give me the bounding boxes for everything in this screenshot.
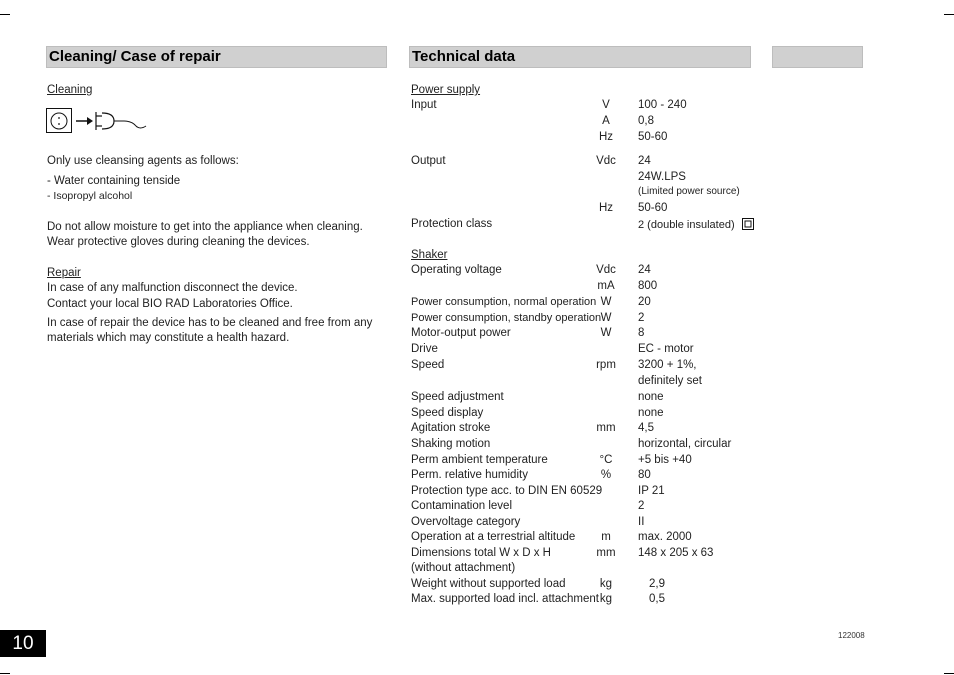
spec-value: (Limited power source) — [638, 186, 740, 197]
spec-label: Speed — [411, 359, 445, 371]
spec-value: 0,5 — [649, 593, 665, 605]
spec-value: 20 — [638, 296, 651, 308]
document-code: 122008 — [838, 631, 865, 640]
spec-value-text: 2 (double insulated) — [638, 219, 735, 231]
spec-unit: Vdc — [596, 264, 616, 276]
spec-unit: % — [600, 469, 612, 481]
spec-row — [411, 327, 861, 343]
double-insulation-icon — [742, 218, 754, 230]
spec-label: Overvoltage category — [411, 516, 521, 528]
spec-row — [411, 454, 861, 470]
repair-clean-2: materials which may constitute a health hazard. — [47, 332, 290, 344]
spec-row — [411, 375, 861, 391]
moisture-warning: Do not allow moisture to get into the appliance when cleaning. — [47, 221, 363, 233]
spec-value — [638, 218, 754, 231]
spec-row — [411, 485, 861, 501]
spec-unit: rpm — [596, 359, 616, 371]
spec-value: IP 21 — [638, 485, 665, 497]
spec-unit: kg — [599, 593, 613, 605]
power-supply-title: Power supply — [411, 84, 481, 96]
spec-row — [411, 578, 861, 594]
spec-value: 800 — [638, 280, 658, 292]
spec-value: 100 - 240 — [638, 99, 687, 111]
cleaning-agent-alcohol: - Isopropyl alcohol — [47, 190, 133, 202]
spec-value: 0,8 — [638, 115, 654, 127]
spec-row — [411, 391, 861, 407]
spec-unit: mm — [596, 547, 616, 559]
spec-value: 3200 + 1%, — [638, 359, 697, 371]
spec-row — [411, 547, 861, 563]
spec-unit: W — [600, 296, 612, 308]
spec-unit: W — [600, 327, 612, 339]
shaker-title: Shaker — [411, 249, 448, 261]
spec-unit: V — [602, 99, 610, 111]
spec-label: Shaking motion — [411, 438, 491, 450]
repair-contact: Contact your local BIO RAD Laboratories Office. — [47, 298, 293, 310]
repair-disconnect: In case of any malfunction disconnect the device. — [47, 282, 298, 294]
spec-label: Speed adjustment — [411, 391, 504, 403]
spec-row — [411, 516, 861, 532]
cleaning-heading-bar — [46, 46, 387, 68]
spec-label: Drive — [411, 343, 438, 355]
spec-row — [411, 500, 861, 516]
spec-label: (without attachment) — [411, 562, 516, 574]
spec-row — [411, 171, 861, 187]
spec-value: EC - motor — [638, 343, 694, 355]
crop-mark — [944, 14, 954, 15]
repair-title: Repair — [47, 267, 81, 279]
spec-row — [411, 186, 861, 202]
spec-label: Dimensions total W x D x H — [411, 547, 551, 559]
technical-heading: Technical data — [412, 48, 516, 65]
spec-value: max. 2000 — [638, 531, 692, 543]
spec-label: Weight without supported load — [411, 578, 566, 590]
spec-row — [411, 115, 861, 131]
spec-unit: A — [602, 115, 610, 127]
spec-unit: m — [601, 531, 611, 543]
spec-value: 148 x 205 x 63 — [638, 547, 714, 559]
spec-value: horizontal, circular — [638, 438, 732, 450]
spec-label: Operating voltage — [411, 264, 502, 276]
spec-row — [411, 202, 861, 218]
unplug-icon — [46, 108, 150, 134]
spec-label: Speed display — [411, 407, 484, 419]
spec-row — [411, 438, 861, 454]
spec-value: 50-60 — [638, 131, 668, 143]
spec-label: Perm. relative humidity — [411, 469, 528, 481]
spec-row — [411, 312, 861, 328]
spec-unit: °C — [599, 454, 613, 466]
crop-mark — [944, 673, 954, 674]
spec-label: Agitation stroke — [411, 422, 491, 434]
spec-value: none — [638, 407, 664, 419]
spec-label: Output — [411, 155, 446, 167]
spec-value: +5 bis +40 — [638, 454, 692, 466]
spec-row — [411, 593, 861, 609]
spec-unit: Vdc — [596, 155, 616, 167]
spec-row — [411, 131, 861, 147]
technical-data-table — [411, 0, 871, 620]
spec-label: Motor-output power — [411, 327, 511, 339]
spec-label: Perm ambient temperature — [411, 454, 548, 466]
spec-unit: mA — [597, 280, 615, 292]
page-number: 10 — [0, 630, 46, 657]
spec-unit: kg — [599, 578, 613, 590]
spec-value: 24 — [638, 155, 651, 167]
spec-value: 50-60 — [638, 202, 668, 214]
spec-label: Power consumption, standby operation — [411, 312, 602, 324]
spec-row — [411, 422, 861, 438]
spec-value: 80 — [638, 469, 651, 481]
spec-label: Max. supported load incl. attachment — [411, 593, 599, 605]
spec-row — [411, 218, 861, 234]
spec-row — [411, 531, 861, 547]
spec-row — [411, 562, 861, 578]
spec-row — [411, 469, 861, 485]
spec-row — [411, 359, 861, 375]
spec-value: 2 — [638, 500, 645, 512]
spec-row — [411, 296, 861, 312]
spec-row — [411, 407, 861, 423]
spec-value: none — [638, 391, 664, 403]
spec-row — [411, 155, 861, 171]
crop-mark — [0, 673, 10, 674]
spec-label: Operation at a terrestrial altitude — [411, 531, 576, 543]
spec-value: 24 — [638, 264, 651, 276]
spec-value: 24W.LPS — [638, 171, 686, 183]
spec-label: Power consumption, normal operation — [411, 296, 597, 308]
crop-mark — [0, 14, 10, 15]
spec-row — [411, 343, 861, 359]
spec-unit: mm — [596, 422, 616, 434]
cleaning-agent-water: - Water containing tenside — [47, 175, 181, 187]
gloves-warning: Wear protective gloves during cleaning the devices. — [47, 236, 310, 248]
spec-value: definitely set — [638, 375, 702, 387]
spec-unit: W — [600, 312, 612, 324]
cleaning-intro: Only use cleansing agents as follows: — [47, 155, 239, 167]
spec-row — [411, 264, 861, 280]
spec-row — [411, 280, 861, 296]
spec-value: 4,5 — [638, 422, 654, 434]
spec-label: Contamination level — [411, 500, 513, 512]
spec-value: 8 — [638, 327, 645, 339]
spec-label: Protection class — [411, 218, 493, 230]
spec-label: Input — [411, 99, 437, 111]
spec-value: 2,9 — [649, 578, 665, 590]
cleaning-title: Cleaning — [47, 84, 93, 96]
repair-clean-1: In case of repair the device has to be cleaned and free from any — [47, 317, 373, 329]
spec-value: 2 — [638, 312, 645, 324]
spec-unit: Hz — [598, 202, 614, 214]
spec-unit: Hz — [598, 131, 614, 143]
spec-label: Protection type acc. to DIN EN 60529 — [411, 485, 603, 497]
spec-value: II — [638, 516, 645, 528]
cleaning-heading: Cleaning/ Case of repair — [49, 48, 221, 65]
spec-row — [411, 99, 861, 115]
